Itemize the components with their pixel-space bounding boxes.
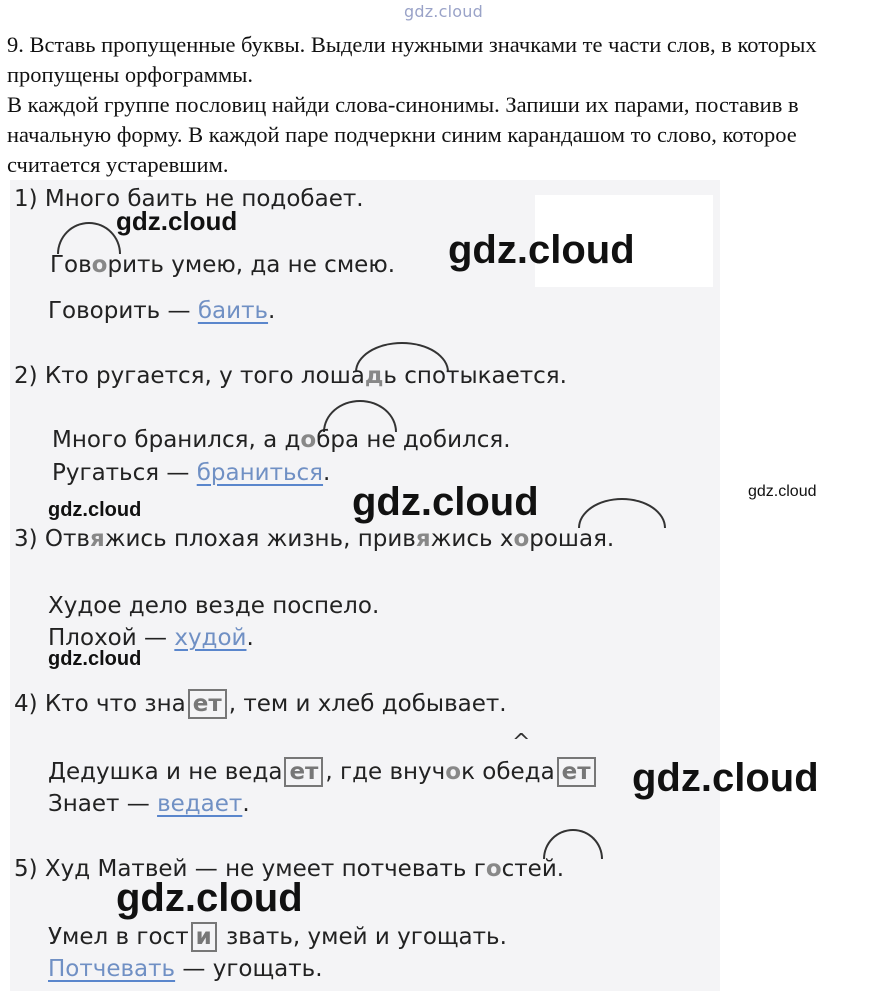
proverb-2b: Много бранился, а добра не добился. <box>52 427 511 453</box>
watermark-top: gdz.cloud <box>404 2 483 21</box>
proverb-5: 5) Худ Матвей — не умеет потчевать гостей. <box>14 856 565 882</box>
proverb-1: 1) Много баить не подобает. <box>14 186 364 212</box>
synonym-pair-2: Ругаться — браниться. <box>52 460 331 486</box>
proverb-3: 3) Отвяжись плохая жизнь, привяжись хорошая. <box>14 526 615 552</box>
proverb-5b: Умел в гост и звать, умей и угощать. <box>48 924 507 950</box>
watermark: gdz.cloud <box>116 206 238 236</box>
task-text <box>7 30 882 180</box>
task-instruction-2: В каждой группе пословиц найди слова-синонимы. Запиши их парами, поставив в начальную форму. В каждой паре подчеркни синим карандашом то слово, которое считается устаревшим. <box>7 92 799 177</box>
proverb-4: 4) Кто что зна ет , тем и хлеб добывает. <box>14 691 507 717</box>
synonym-pair-3: Плохой — худой. <box>48 625 254 651</box>
watermark: gdz.cloud <box>48 499 142 521</box>
synonym-pair-5: Потчевать — угощать. <box>48 956 323 982</box>
watermark: gdz.cloud <box>352 480 539 524</box>
task-instruction-1: 9. Вставь пропущенные буквы. Выдели нужными значками те части слов, в которых пропущены орфограммы. <box>7 32 817 87</box>
proverb-2: 2) Кто ругается, у того лошадь спотыкается. <box>14 363 567 389</box>
watermark: gdz.cloud <box>748 483 817 500</box>
synonym-pair-4: Знает — ведает. <box>48 791 250 817</box>
watermark: gdz.cloud <box>116 876 303 920</box>
proverb-4b: Дедушка и не веда ет , где внучок обеда ет <box>48 757 598 787</box>
synonym-pair-1: Говорить — баить. <box>48 298 276 324</box>
watermark: gdz.cloud <box>448 228 635 272</box>
proverb-1b: Говорить умею, да не смею. <box>50 252 396 278</box>
suffix-mark-icon: ^ <box>512 730 531 755</box>
watermark: gdz.cloud <box>48 648 142 670</box>
watermark: gdz.cloud <box>632 756 819 800</box>
proverb-3b: Худое дело везде поспело. <box>48 593 380 619</box>
